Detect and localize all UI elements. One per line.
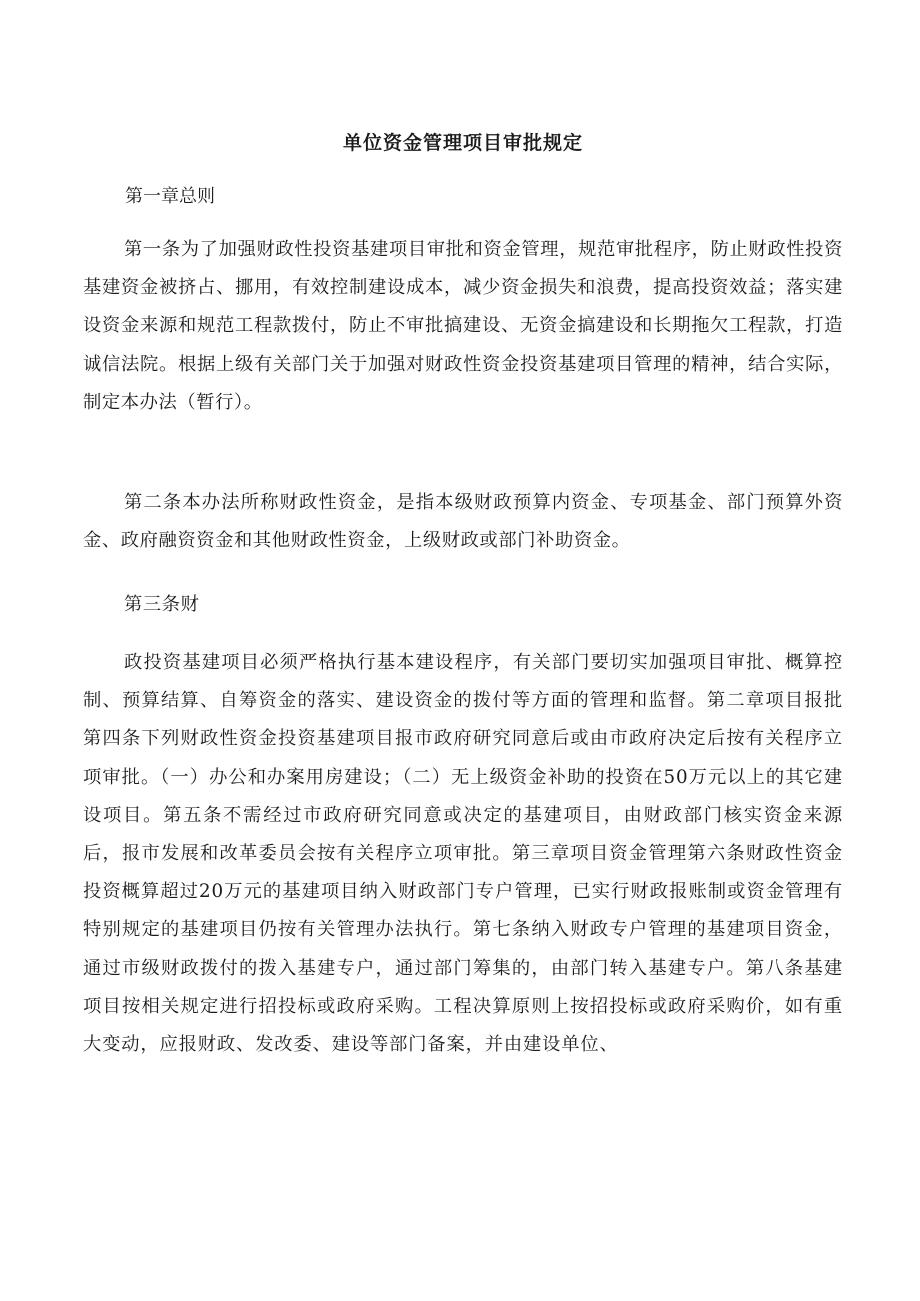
paragraph-article-2: 第二条本办法所称财政性资金，是指本级财政预算内资金、专项基金、部门预算外资金、政府融资资金和其他财政性资金，上级财政或部门补助资金。 — [83, 492, 843, 552]
paragraph-article-1: 第一条为了加强财政性投资基建项目审批和资金管理，规范审批程序，防止财政性投资基建资金被挤占、挪用，有效控制建设成本，减少资金损失和浪费，提高投资效益；落实建设资金来源和规范工程款拨付，防止不审批搞建设、无资金搞建设和长期拖欠工程款，打造诚信法院。根据上级有关部门关于加强对财政性资金投资基建项目管理的精神，结合实际，制定本办法（暂行）。 — [83, 239, 843, 413]
chapter-heading: 第一章总则 — [125, 186, 215, 207]
paragraph-article-3-body: 政投资基建项目必须严格执行基本建设程序，有关部门要切实加强项目审批、概算控制、预算结算、自筹资金的落实、建设资金的拨付等方面的管理和监督。第二章项目报批第四条下列财政性资金投资基建项目报市政府研究同意后或由市政府决定后按有关程序立项审批。（一）办公和办案用房建设；（二）无上级资金补助的投资在50万元以上的其它建设项目。第五条不需经过市政府研究同意或决定的基建项目，由财政部门核实资金来源后，报市发展和改革委员会按有关程序立项审批。第三章项目资金管理第六条财政性资金投资概算超过20万元的基建项目纳入财政部门专户管理，已实行财政报账制或资金管理有特别规定的基建项目仍按有关管理办法执行。第七条纳入财政专户管理的基建项目资金，通过市级财政拨付的拨入基建专户，通过部门筹集的，由部门转入基建专户。第八条基建项目按相关规定进行招投标或政府采购。工程决算原则上按招投标或政府采购价，如有重大变动，应报财政、发改委、建设等部门备案，并由建设单位、 — [83, 652, 843, 1056]
paragraph-article-3-heading: 第三条财 — [124, 594, 200, 615]
document-title: 单位资金管理项目审批规定 — [342, 132, 583, 154]
